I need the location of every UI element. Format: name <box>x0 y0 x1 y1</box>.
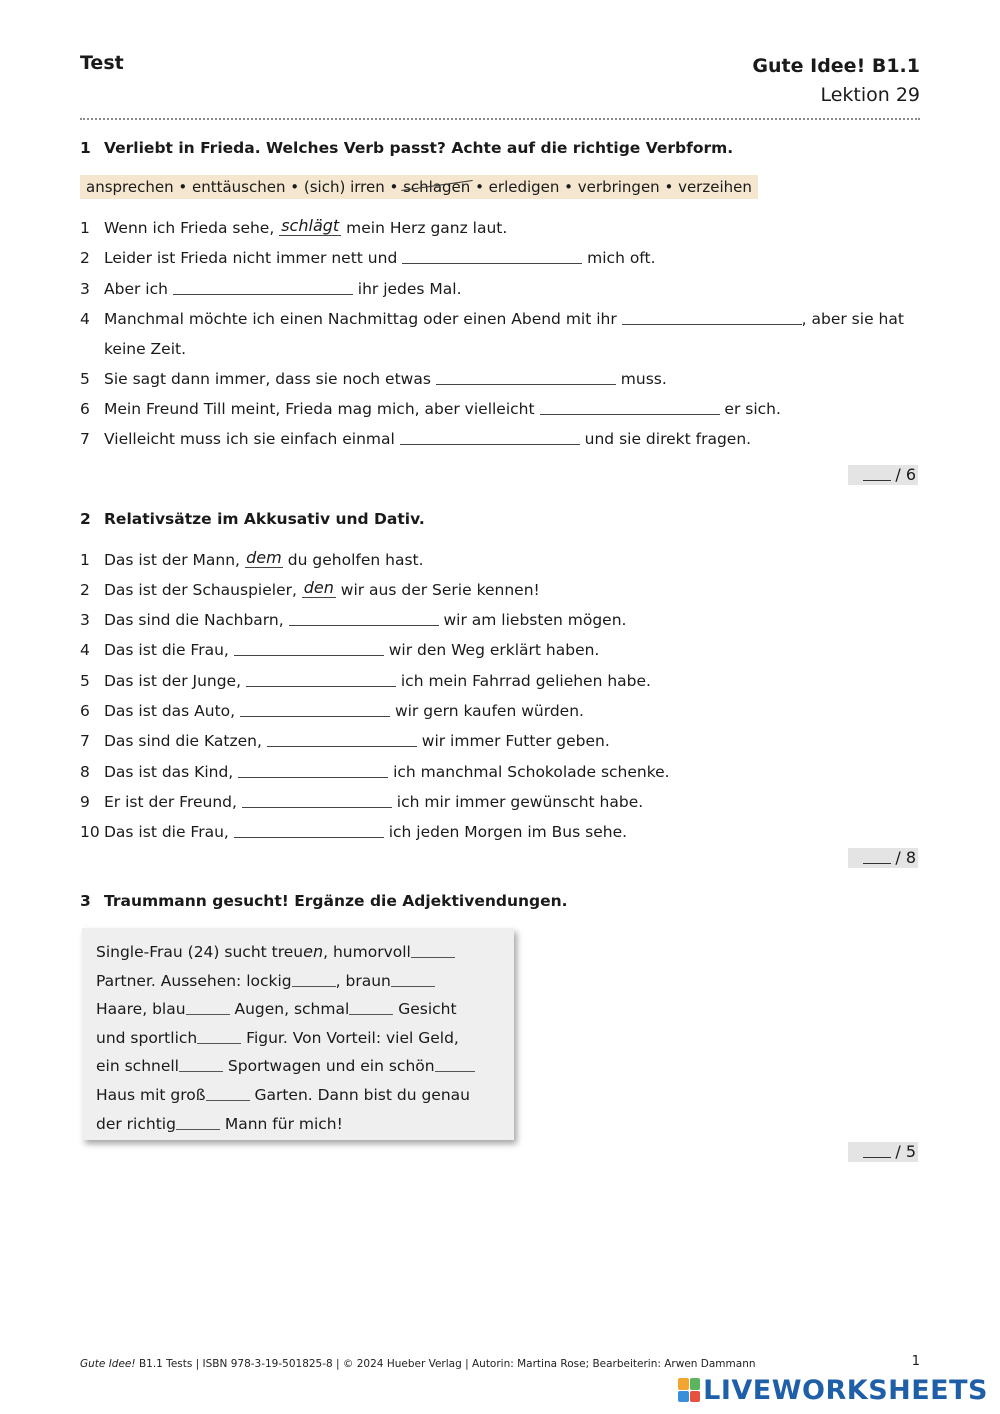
item-text: Das ist der Schauspieler, <box>104 581 302 599</box>
item-number: 9 <box>80 793 90 811</box>
liveworksheets-logo-icon <box>678 1378 700 1402</box>
item-number: 10 <box>80 823 100 841</box>
item-text: wir aus der Serie kennen! <box>335 581 540 599</box>
item-text: keine Zeit. <box>104 340 187 358</box>
task2-item <box>80 791 643 813</box>
item-text: Manchmal möchte ich einen Nachmittag oder einen Abend mit ihr <box>104 310 622 328</box>
item-number: 7 <box>80 732 90 750</box>
item-text: Sie sagt dann immer, dass sie noch etwas <box>104 370 436 388</box>
item-text: ich jeden Morgen im Bus sehe. <box>383 823 628 841</box>
item-text: mein Herz ganz laut. <box>341 219 508 237</box>
item-text: Das sind die Katzen, <box>104 732 267 750</box>
answer-field[interactable] <box>242 792 392 808</box>
task1-item <box>80 278 462 300</box>
task1-number: 1 <box>80 139 91 157</box>
score-field[interactable] <box>863 466 891 481</box>
answer-field[interactable] <box>402 248 582 264</box>
answer-field[interactable] <box>234 822 384 838</box>
task2-item <box>80 609 626 631</box>
item-text: Leider ist Frieda nicht immer nett und <box>104 249 403 267</box>
item-text: mich oft. <box>582 249 656 267</box>
ending-field[interactable] <box>179 1057 223 1072</box>
ending-field[interactable] <box>391 972 435 987</box>
score-field[interactable] <box>863 1143 891 1158</box>
item-number: 6 <box>80 702 90 720</box>
page-header-title: Test <box>80 52 124 74</box>
item-number: 8 <box>80 763 90 781</box>
footer-text: B1.1 Tests | ISBN 978-3-19-501825-8 | © 2024 Hueber Verlag | Autorin: Martina Rose; Bearbeiterin: Arwen Dammann <box>135 1358 756 1370</box>
footer-credits <box>80 1358 756 1370</box>
task1-item <box>80 308 904 330</box>
task2-item <box>80 821 627 843</box>
item-text: Er ist der Freund, <box>104 793 242 811</box>
item-text: Aber ich <box>104 280 173 298</box>
task1-item <box>80 428 751 450</box>
ad-text: Haus mit groß <box>96 1085 206 1104</box>
item-text: ich manchmal Schokolade schenke. <box>388 763 670 781</box>
task2-score <box>848 848 918 868</box>
answer-field[interactable] <box>267 731 417 747</box>
task2-title: Relativsätze im Akkusativ und Dativ. <box>104 510 425 528</box>
item-number: 1 <box>80 219 90 237</box>
word-bank-after: • erledigen • verbringen • verzeihen <box>470 178 752 196</box>
ad-text: Figur. Von Vorteil: viel Geld, <box>241 1028 459 1047</box>
page-header-book <box>752 52 920 110</box>
header-divider <box>80 118 920 120</box>
task1-heading <box>80 139 733 157</box>
item-number: 7 <box>80 430 90 448</box>
task2-item <box>80 700 584 722</box>
task2-item <box>80 730 610 752</box>
task1-item <box>80 398 781 420</box>
ending-field[interactable] <box>292 972 336 987</box>
answer-field[interactable] <box>400 429 580 445</box>
word-bank <box>80 175 758 199</box>
task1-item <box>80 217 507 239</box>
word-bank-before: ansprechen • enttäuschen • (sich) irren • <box>86 178 404 196</box>
task2-item <box>80 579 540 601</box>
item-text: Das sind die Nachbarn, <box>104 611 289 629</box>
answer-field[interactable] <box>289 610 439 626</box>
score-total: / 5 <box>895 1142 916 1161</box>
item-number: 4 <box>80 641 90 659</box>
liveworksheets-brand[interactable] <box>678 1374 988 1406</box>
score-field[interactable] <box>863 849 891 864</box>
answer-field[interactable] <box>540 399 720 415</box>
answer-field[interactable] <box>234 640 384 656</box>
item-text: Das ist die Frau, <box>104 641 234 659</box>
task1-item <box>80 368 667 390</box>
answer-field[interactable] <box>622 309 802 325</box>
ad-text: Sportwagen und ein schön <box>223 1057 435 1076</box>
task2-number: 2 <box>80 510 91 528</box>
ending-field[interactable] <box>435 1057 475 1072</box>
item-text: er sich. <box>719 400 781 418</box>
item-text: und sie direkt fragen. <box>579 430 752 448</box>
ending-field[interactable] <box>411 943 455 958</box>
task3-score <box>848 1142 918 1162</box>
item-text: muss. <box>615 370 667 388</box>
task2-item <box>80 549 424 571</box>
item-text: ich mein Fahrrad geliehen habe. <box>395 672 651 690</box>
score-total: / 8 <box>895 848 916 867</box>
ad-text: , braun <box>335 971 391 990</box>
ending-field[interactable] <box>197 1029 241 1044</box>
answer-field[interactable]: schlägt <box>279 219 341 236</box>
ad-text: und sportlich <box>96 1028 198 1047</box>
brand-name: LIVEWORKSHEETS <box>703 1374 988 1406</box>
item-number: 2 <box>80 249 90 267</box>
ending-field[interactable] <box>186 1000 230 1015</box>
item-number: 3 <box>80 611 90 629</box>
item-number: 6 <box>80 400 90 418</box>
item-text: Das ist das Kind, <box>104 763 239 781</box>
word-bank-struck: schlagen <box>403 175 470 199</box>
task2-item <box>80 639 599 661</box>
item-text: Das ist die Frau, <box>104 823 234 841</box>
ending-field[interactable] <box>176 1115 220 1130</box>
answer-field[interactable]: den <box>303 578 334 597</box>
personal-ad-text <box>96 938 475 1138</box>
ad-text: Haare, blau <box>96 1000 186 1019</box>
ad-text: Garten. Dann bist du genau <box>249 1085 470 1104</box>
item-text: wir immer Futter geben. <box>416 732 610 750</box>
task2-item <box>80 761 670 783</box>
personal-ad-box <box>82 928 514 1140</box>
item-number: 2 <box>80 581 90 599</box>
task3-number: 3 <box>80 892 91 910</box>
answer-field[interactable] <box>246 671 396 687</box>
item-number: 3 <box>80 280 90 298</box>
answer-field[interactable]: dem <box>246 548 282 567</box>
footer-book-title: Gute Idee! <box>80 1358 136 1370</box>
item-text: Das ist das Auto, <box>104 702 241 720</box>
ending-field[interactable] <box>206 1086 250 1101</box>
item-text: Mein Freund Till meint, Frieda mag mich, aber vielleicht <box>104 400 540 418</box>
item-text: Das ist der Mann, <box>104 551 245 569</box>
item-text: Wenn ich Frieda sehe, <box>104 219 280 237</box>
task3-title: Traummann gesucht! Ergänze die Adjektivendungen. <box>104 892 568 910</box>
answer-field[interactable] <box>436 369 616 385</box>
book-title: Gute Idee! B1.1 <box>752 55 920 77</box>
task1-title: Verliebt in Frieda. Welches Verb passt? Achte auf die richtige Verbform. <box>104 139 734 157</box>
ad-text: Augen, schmal <box>229 1000 350 1019</box>
task2-heading <box>80 510 425 528</box>
item-text: Vielleicht muss ich sie einfach einmal <box>104 430 400 448</box>
lesson-label: Lektion 29 <box>820 84 920 106</box>
task3-heading <box>80 892 568 910</box>
answer-field[interactable] <box>240 701 390 717</box>
item-number: 5 <box>80 370 90 388</box>
ad-text: Mann für mich! <box>219 1114 343 1133</box>
item-text: ihr jedes Mal. <box>352 280 462 298</box>
answer-field[interactable] <box>173 279 353 295</box>
task1-item-continuation <box>80 338 186 360</box>
page-number: 1 <box>911 1354 920 1369</box>
item-number: 5 <box>80 672 90 690</box>
score-total: / 6 <box>895 465 916 484</box>
task1-score <box>848 465 918 485</box>
item-text: ich mir immer gewünscht habe. <box>391 793 644 811</box>
task1-item <box>80 247 656 269</box>
item-number: 1 <box>80 551 90 569</box>
ad-answer[interactable]: en <box>303 942 324 961</box>
item-text: du geholfen hast. <box>282 551 424 569</box>
ad-text: Single-Frau (24) sucht treu <box>96 943 304 961</box>
ad-text: Gesicht <box>393 1000 457 1019</box>
item-text: wir gern kaufen würden. <box>390 702 584 720</box>
item-text: wir am liebsten mögen. <box>438 611 627 629</box>
answer-field[interactable] <box>238 762 388 778</box>
ad-text: der richtig <box>96 1114 176 1133</box>
ad-text: , humorvoll <box>323 943 411 961</box>
ending-field[interactable] <box>349 1000 393 1015</box>
item-number: 4 <box>80 310 90 328</box>
ad-text: Partner. Aussehen: lockig <box>96 971 292 990</box>
item-text: wir den Weg erklärt haben. <box>383 641 600 659</box>
ad-text: ein schnell <box>96 1057 179 1076</box>
item-text: Das ist der Junge, <box>104 672 246 690</box>
task2-item <box>80 670 651 692</box>
item-text: , aber sie hat <box>801 310 904 328</box>
